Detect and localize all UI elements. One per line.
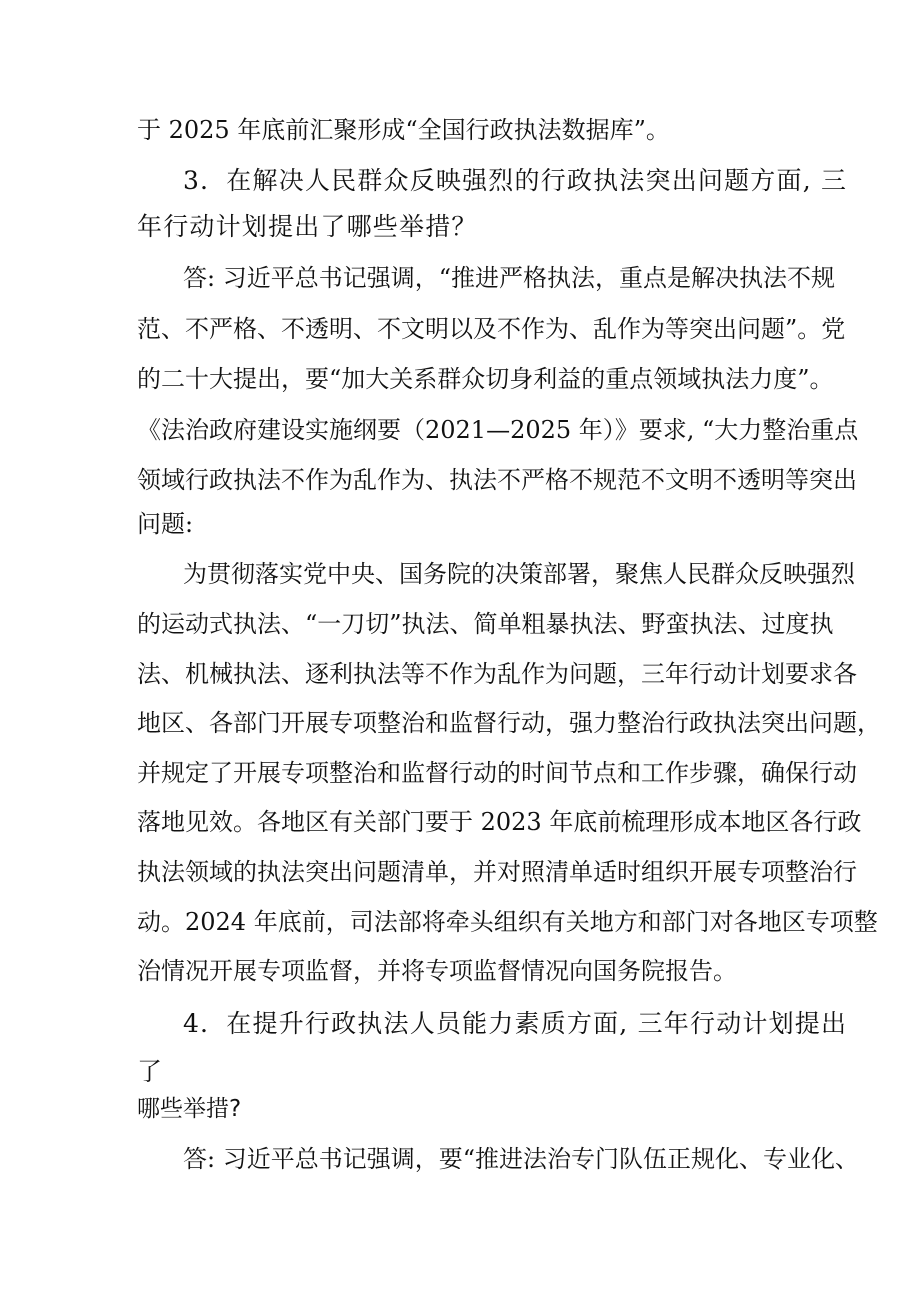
answer-line: 答: 习近平总书记强调，要“推进法治专门队伍正规化、专业化、 [183,1145,859,1173]
question-heading: 年行动计划提出了哪些举措？ [137,212,478,241]
answer-line: 地区、各部门开展专项整治和监督行动，强力整治行政执法突出问题， [137,709,881,737]
answer-line: 并规定了开展专项整治和监督行动的时间节点和工作步骤，确保行动 [137,759,857,787]
answer-line: 范、不严格、不透明、不文明以及不作为、乱作为等突出问题”。党 [137,315,846,343]
answer-line: 的二十大提出，要“加大关系群众切身利益的重点领域执法力度”。 [137,365,834,393]
answer-line: 《法治政府建设实施纲要（2021—2025 年）》要求, “大力整治重点 [137,416,859,444]
answer-line: 法、机械执法、逐利执法等不作为乱作为问题，三年行动计划要求各 [137,660,857,688]
answer-line: 问题: [137,510,194,538]
answer-line: 的运动式执法、“一刀切”执法、简单粗暴执法、野蛮执法、过度执 [137,610,834,638]
answer-line: 答: 习近平总书记强调，“推进严格执法，重点是解决执法不规 [183,264,835,292]
answer-line: 治情况开展专项监督，并将专项监督情况向国务院报告。 [137,957,737,985]
answer-line: 领域行政执法不作为乱作为、执法不严格不规范不文明不透明等突出 [137,466,857,494]
answer-line: 动。2024 年底前，司法部将牵头组织有关地方和部门对各地区专项整 [137,908,878,936]
question-heading: 哪些举措? [137,1096,242,1122]
answer-line: 落地见效。各地区有关部门要于 2023 年底前梳理形成本地区各行政 [137,808,862,836]
answer-line: 为贯彻落实党中央、国务院的决策部署，聚焦人民群众反映强烈 [183,560,855,588]
question-heading: 了 [137,1057,164,1086]
answer-line: 执法领域的执法突出问题清单，并对照清单适时组织开展专项整治行 [137,858,857,886]
question-heading: 4．在提升行政执法人员能力素质方面, 三年行动计划提出 [183,1009,848,1038]
text-line: 于 2025 年底前汇聚形成“全国行政执法数据库”。 [137,116,670,144]
question-heading: 3．在解决人民群众反映强烈的行政执法突出问题方面, 三 [183,166,848,195]
